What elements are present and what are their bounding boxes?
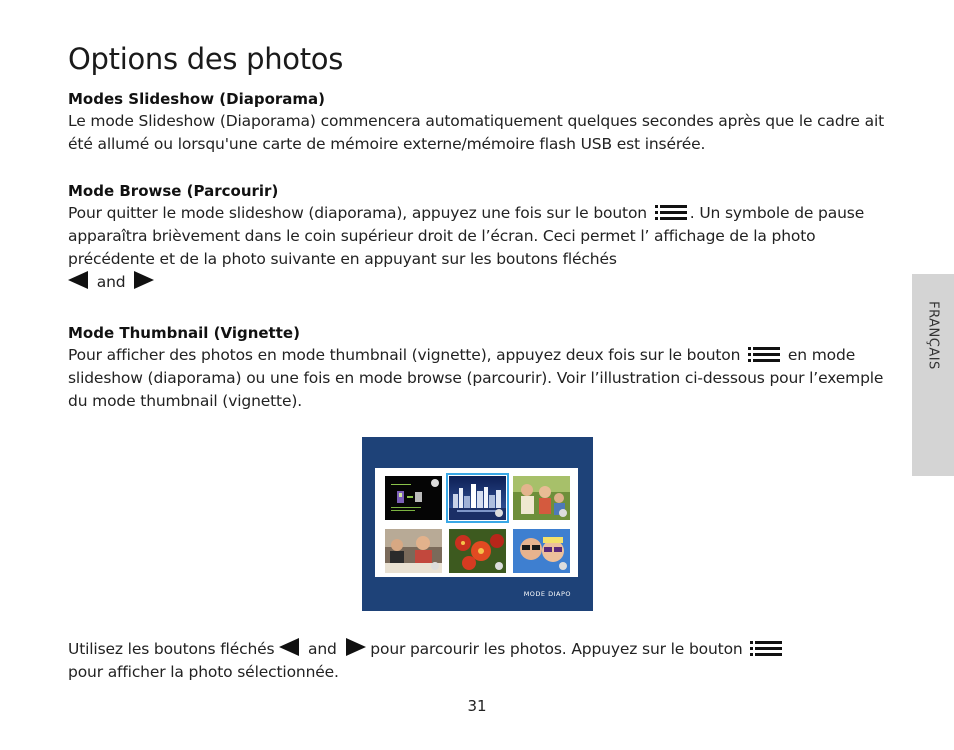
thumbnail-intro-screen (385, 476, 442, 520)
arrow-left-icon (279, 638, 299, 656)
hp-logo-icon (431, 479, 439, 487)
screen-mode-label: MODE DIAPO (523, 590, 571, 598)
section-slideshow (68, 88, 886, 156)
browse-and-text: and (96, 273, 126, 291)
language-side-tab (912, 274, 954, 476)
section-thumbnail (68, 322, 886, 413)
thumbnail-children-outdoors (513, 476, 570, 520)
hp-logo-icon (495, 509, 503, 517)
section-text-browse (68, 202, 886, 294)
section-browse (68, 180, 886, 294)
hp-logo-icon (495, 562, 503, 570)
thumbnail-mode-illustration (362, 437, 593, 611)
hp-logo-icon (431, 562, 439, 570)
thumbnail-grid (375, 468, 578, 577)
nav-text-part2: pour parcourir les photos. Appuyez sur le bouton (370, 640, 743, 658)
arrow-right-icon (346, 638, 366, 656)
page-number: 31 (467, 697, 487, 715)
browse-text-part1: Pour quitter le mode slideshow (diaporama), appuyez une fois sur le bouton (68, 204, 647, 222)
arrow-left-icon (68, 271, 88, 289)
nav-text-part3: pour afficher la photo sélectionnée. (68, 663, 339, 681)
page-title: Options des photos (68, 42, 344, 76)
menu-icon (750, 641, 782, 656)
hp-logo-icon (559, 562, 567, 570)
nav-and-text: and (308, 640, 337, 658)
section-text-thumbnail (68, 344, 886, 413)
thumbnail-kids-sunglasses (513, 529, 570, 573)
language-side-tab-label: FRANÇAIS (925, 301, 941, 370)
section-text-slideshow: Le mode Slideshow (Diaporama) commencera automatiquement quelques secondes après que le cadre ait été allumé ou lorsqu'une carte de mémoire externe/mémoire flash USB est insérée. (68, 112, 885, 153)
thumbnail-city-skyline (449, 476, 506, 520)
thumbnail-text-part1: Pour afficher des photos en mode thumbnail (vignette), appuyez deux fois sur le bouton (68, 346, 741, 364)
menu-icon (748, 347, 780, 362)
hp-logo-icon (559, 509, 567, 517)
section-heading-browse: Mode Browse (Parcourir) (68, 182, 279, 200)
navigation-text (68, 638, 886, 684)
browse-text-part2: . Un symbole de pause apparaîtra brièvement dans le coin supérieur droit de l’écran. Ceci permet l’ affichage de la photo précédente et de la photo suivante en appuyant sur les boutons fléchés (68, 204, 865, 268)
menu-icon (655, 205, 687, 220)
thumbnail-text-part2: en mode slideshow (diaporama) ou une fois en mode browse (parcourir). Voir l’illustration ci-dessous pour l’exemple du mode thumbnail (vignette). (68, 346, 884, 410)
section-heading-slideshow: Modes Slideshow (Diaporama) (68, 90, 326, 108)
section-navigation-instructions (68, 638, 886, 684)
thumbnail-red-flowers (449, 529, 506, 573)
thumbnail-family-table (385, 529, 442, 573)
arrow-right-icon (134, 271, 154, 289)
section-heading-thumbnail: Mode Thumbnail (Vignette) (68, 324, 300, 342)
nav-text-part1: Utilisez les boutons fléchés (68, 640, 275, 658)
